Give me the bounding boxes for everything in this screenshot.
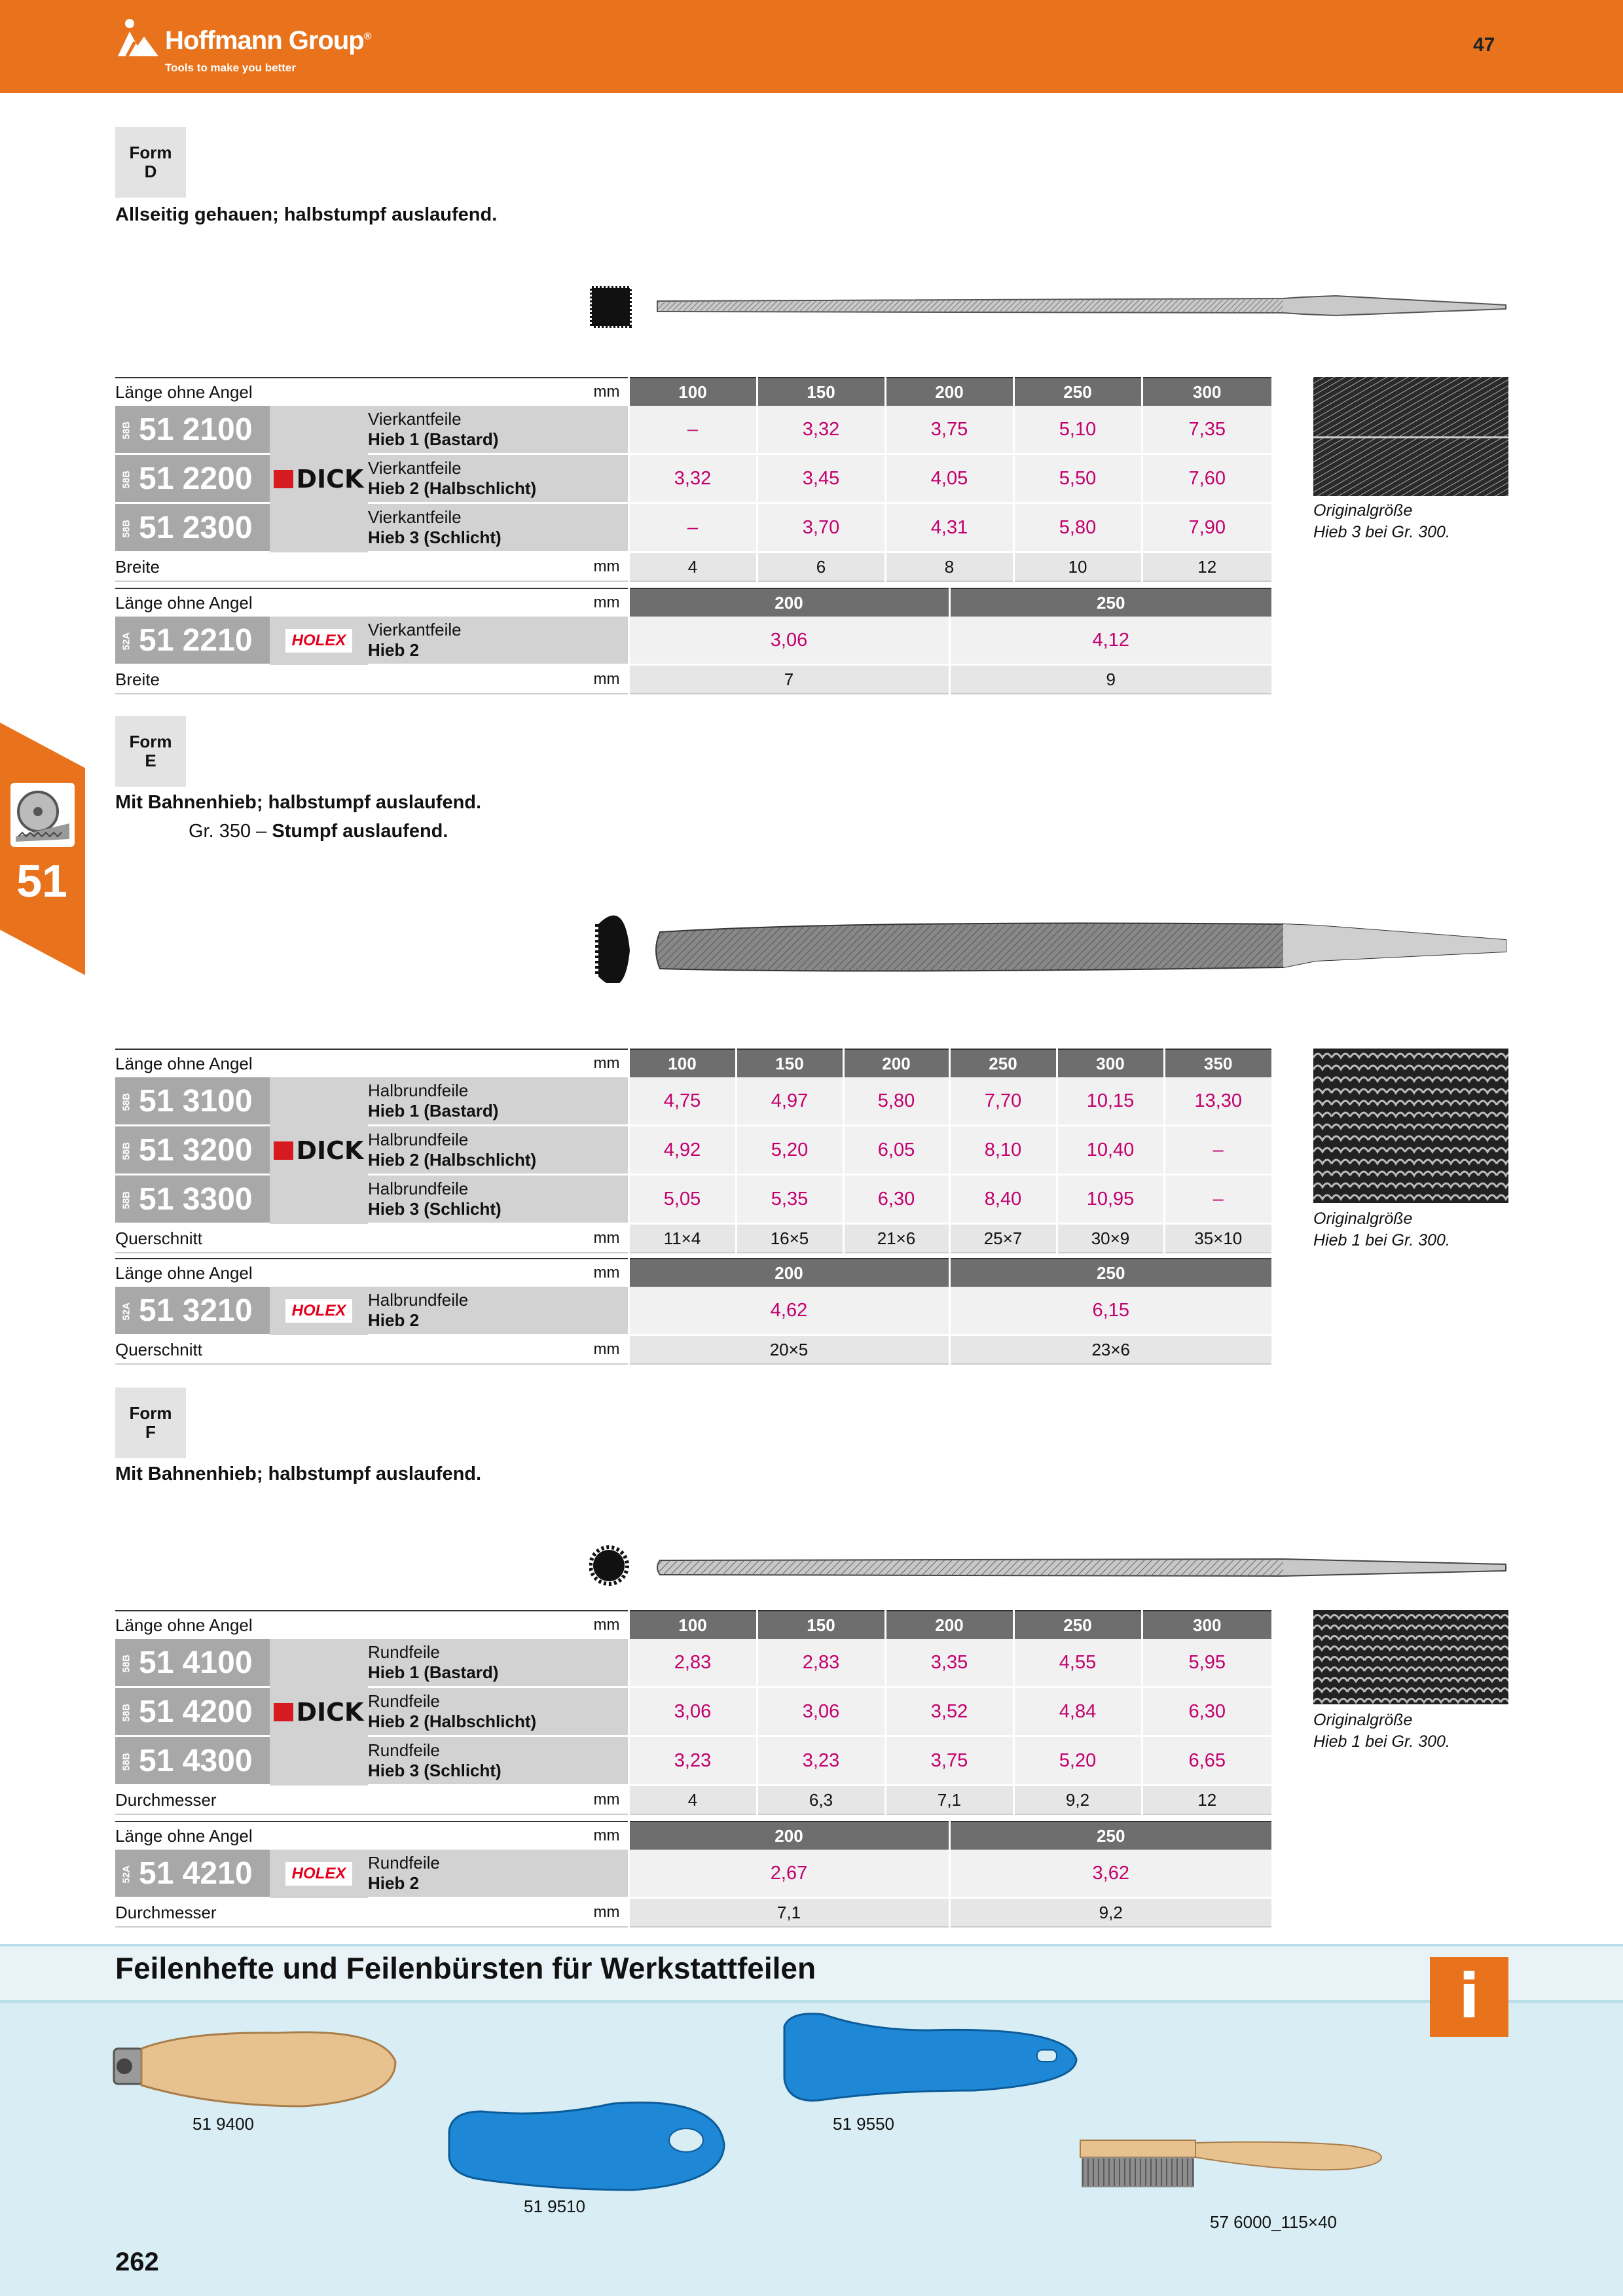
product-label: 51 9400	[192, 2114, 254, 2134]
price-cell[interactable]: 7,35	[1142, 406, 1271, 454]
size-header: 100	[629, 378, 757, 406]
dimension-cell: 16×5	[736, 1224, 843, 1253]
language-code: DEE	[1562, 35, 1573, 56]
price-cell[interactable]: 3,52	[885, 1687, 1013, 1736]
dimension-cell: 11×4	[629, 1224, 736, 1253]
dimension-cell: 20×5	[629, 1335, 949, 1365]
dimension-cell: 7,1	[629, 1898, 949, 1928]
price-cell[interactable]: 6,30	[843, 1175, 949, 1224]
dimension-cell: 25×7	[949, 1224, 1057, 1253]
dimension-cell: 21×6	[843, 1224, 949, 1253]
dimension-cell: 9,2	[949, 1898, 1271, 1928]
form-e-dick-table	[115, 1049, 1271, 1253]
price-cell[interactable]: 4,62	[629, 1287, 949, 1335]
article-number[interactable]: 58B 51 3200	[115, 1126, 270, 1175]
product-name: Vierkantfeile Hieb 3 (Schlicht)	[368, 503, 629, 552]
price-cell[interactable]: 4,31	[885, 503, 1013, 552]
article-number[interactable]: 52A 51 2210	[115, 617, 270, 665]
price-cell[interactable]: 5,80	[1013, 503, 1142, 552]
size-header: 300	[1057, 1049, 1164, 1077]
form-d-holex-table	[115, 588, 1271, 694]
blue-file-handle-image[interactable]	[443, 2092, 731, 2203]
price-cell[interactable]: 5,50	[1013, 454, 1142, 503]
price-cell[interactable]: 5,80	[843, 1077, 949, 1126]
length-label: Länge ohne Angel	[115, 1611, 368, 1639]
price-cell[interactable]: 3,75	[885, 406, 1013, 454]
square-file-illustration	[589, 283, 1512, 334]
length-label: Länge ohne Angel	[115, 1259, 368, 1287]
file-brush-image[interactable]	[1074, 2134, 1388, 2206]
diameter-label: Durchmesser	[115, 1785, 368, 1815]
chapter-number: 51	[16, 855, 67, 906]
form-e-note: Gr. 350 – Stumpf auslaufend.	[189, 821, 448, 842]
size-header: 350	[1164, 1049, 1271, 1077]
size-header: 300	[1142, 378, 1271, 406]
price-cell[interactable]: 5,20	[1013, 1736, 1142, 1785]
round-file-illustration	[589, 1545, 1512, 1590]
unit-label: mm	[368, 588, 629, 617]
price-cell[interactable]: 4,12	[949, 617, 1271, 665]
catalog-page-number: 47	[1473, 34, 1495, 56]
unit-label: mm	[368, 1785, 629, 1815]
length-label: Länge ohne Angel	[115, 1049, 368, 1077]
dimension-cell: 30×9	[1057, 1224, 1164, 1253]
product-name: Rundfeile Hieb 2	[368, 1850, 629, 1898]
unit-label: mm	[368, 552, 629, 582]
table-row	[115, 1639, 1271, 1687]
dimension-cell: 9	[949, 665, 1271, 694]
price-cell[interactable]: 3,32	[629, 454, 757, 503]
price-cell[interactable]: 10,40	[1057, 1126, 1164, 1175]
page-number: 262	[115, 2248, 159, 2276]
form-f-holex-table	[115, 1821, 1271, 1928]
size-header: 250	[949, 588, 1271, 617]
dimension-cell: 6,3	[757, 1785, 885, 1815]
length-label: Länge ohne Angel	[115, 378, 368, 406]
price-cell[interactable]: 3,75	[885, 1736, 1013, 1785]
product-name: Rundfeile Hieb 2 (Halbschlicht)	[368, 1687, 629, 1736]
product-name: Halbrundfeile Hieb 1 (Bastard)	[368, 1077, 629, 1126]
unit-label: mm	[368, 1898, 629, 1928]
cut-pattern-swatch-icon	[1313, 1610, 1508, 1704]
article-number[interactable]: 58B 51 3300	[115, 1175, 270, 1224]
price-cell[interactable]: 3,45	[757, 454, 885, 503]
brand-name: Hoffmann Group®	[165, 26, 371, 55]
unit-label: mm	[368, 1611, 629, 1639]
unit-label: mm	[368, 1821, 629, 1850]
accessories-title: Feilenhefte und Feilenbürsten für Werkstattfeilen	[115, 1951, 816, 1985]
price-cell[interactable]: 6,05	[843, 1126, 949, 1175]
table-row	[115, 406, 1271, 454]
width-label: Breite	[115, 665, 368, 694]
length-label: Länge ohne Angel	[115, 1821, 368, 1850]
size-header: 250	[949, 1259, 1271, 1287]
product-label: 57 6000_115×40	[1210, 2212, 1337, 2232]
form-f-badge: Form F	[115, 1388, 186, 1458]
form-e-holex-table	[115, 1258, 1271, 1365]
price-cell[interactable]: 3,23	[629, 1736, 757, 1785]
cut-pattern-swatch-icon	[1313, 377, 1508, 496]
length-label: Länge ohne Angel	[115, 588, 368, 617]
dimension-cell: 4	[629, 552, 757, 582]
price-cell[interactable]: 2,83	[629, 1639, 757, 1687]
price-cell[interactable]: 3,32	[757, 406, 885, 454]
info-icon[interactable]: i	[1430, 1957, 1508, 2037]
price-cell[interactable]: 4,84	[1013, 1687, 1142, 1736]
price-cell[interactable]: 4,75	[629, 1077, 736, 1126]
price-cell[interactable]: 5,35	[736, 1175, 843, 1224]
unit-label: mm	[368, 378, 629, 406]
article-number[interactable]: 58B 51 3100	[115, 1077, 270, 1126]
size-header: 100	[629, 1611, 757, 1639]
product-label: 51 9510	[524, 2197, 585, 2216]
price-cell[interactable]: 6,15	[949, 1287, 1271, 1335]
unit-label: mm	[368, 1049, 629, 1077]
half-round-file-illustration	[589, 911, 1512, 983]
size-header: 200	[885, 378, 1013, 406]
product-name: Vierkantfeile Hieb 1 (Bastard)	[368, 406, 629, 454]
price-cell[interactable]: 3,06	[629, 1687, 757, 1736]
form-d-description: Allseitig gehauen; halbstumpf auslaufend.	[115, 204, 498, 225]
price-cell[interactable]: 3,70	[757, 503, 885, 552]
form-d-dick-table	[115, 377, 1271, 582]
price-cell[interactable]: 8,40	[949, 1175, 1057, 1224]
cross-section-label: Querschnitt	[115, 1224, 368, 1253]
price-cell[interactable]: 4,92	[629, 1126, 736, 1175]
price-cell[interactable]: –	[629, 406, 757, 454]
price-cell[interactable]: 7,70	[949, 1077, 1057, 1126]
price-cell[interactable]: 3,35	[885, 1639, 1013, 1687]
dimension-cell: 4	[629, 1785, 757, 1815]
dick-brand-logo: DICK	[270, 1639, 368, 1785]
unit-label: mm	[368, 1259, 629, 1287]
price-cell[interactable]: 2,67	[629, 1850, 949, 1898]
form-f-dick-table	[115, 1610, 1271, 1815]
diameter-label: Durchmesser	[115, 1898, 368, 1928]
dimension-cell: 12	[1142, 552, 1271, 582]
unit-label: mm	[368, 1224, 629, 1253]
size-header: 250	[1013, 378, 1142, 406]
size-header: 200	[629, 1259, 949, 1287]
article-number[interactable]: 52A 51 3210	[115, 1287, 270, 1335]
size-header: 150	[736, 1049, 843, 1077]
price-cell[interactable]: 4,05	[885, 454, 1013, 503]
price-cell[interactable]: 5,10	[1013, 406, 1142, 454]
price-cell[interactable]: 3,06	[757, 1687, 885, 1736]
price-cell[interactable]: 3,23	[757, 1736, 885, 1785]
swatch-caption: Originalgröße Hieb 3 bei Gr. 300.	[1313, 501, 1450, 541]
price-cell[interactable]: 8,10	[949, 1126, 1057, 1175]
form-d-badge: Form D	[115, 127, 186, 198]
table-row	[115, 617, 1271, 665]
size-header: 300	[1142, 1611, 1271, 1639]
form-f-description: Mit Bahnenhieb; halbstumpf auslaufend.	[115, 1463, 482, 1484]
product-label: 51 9550	[833, 2114, 894, 2134]
size-header: 250	[1013, 1611, 1142, 1639]
dick-brand-logo: DICK	[270, 406, 368, 552]
size-header: 200	[843, 1049, 949, 1077]
article-number[interactable]: 58B 51 4100	[115, 1639, 270, 1687]
product-name: Halbrundfeile Hieb 2 (Halbschlicht)	[368, 1126, 629, 1175]
price-cell[interactable]: 3,62	[949, 1850, 1271, 1898]
dimension-cell: 12	[1142, 1785, 1271, 1815]
dimension-cell: 10	[1013, 552, 1142, 582]
price-cell[interactable]: 5,95	[1142, 1639, 1271, 1687]
width-label: Breite	[115, 552, 368, 582]
product-name: Vierkantfeile Hieb 2	[368, 617, 629, 665]
product-name: Vierkantfeile Hieb 2 (Halbschlicht)	[368, 454, 629, 503]
brand-tagline: Tools to make you better	[165, 62, 296, 74]
holex-brand-logo: HOLEX	[270, 1287, 368, 1335]
article-number[interactable]: 58B 51 2300	[115, 503, 270, 552]
size-header: 200	[629, 588, 949, 617]
dimension-cell: 9,2	[1013, 1785, 1142, 1815]
product-name: Rundfeile Hieb 1 (Bastard)	[368, 1639, 629, 1687]
size-header: 100	[629, 1049, 736, 1077]
form-e-badge: Form E	[115, 716, 186, 787]
dimension-cell: 23×6	[949, 1335, 1271, 1365]
price-cell[interactable]: 5,05	[629, 1175, 736, 1224]
product-name: Halbrundfeile Hieb 3 (Schlicht)	[368, 1175, 629, 1224]
product-name: Rundfeile Hieb 3 (Schlicht)	[368, 1736, 629, 1785]
price-cell[interactable]: 5,20	[736, 1126, 843, 1175]
price-cell[interactable]: 7,90	[1142, 503, 1271, 552]
dimension-cell: 7,1	[885, 1785, 1013, 1815]
price-cell[interactable]: 13,30	[1164, 1077, 1271, 1126]
size-header: 150	[757, 1611, 885, 1639]
blue-file-handle-image[interactable]	[778, 2007, 1083, 2111]
dimension-cell: 6	[757, 552, 885, 582]
unit-label: mm	[368, 1335, 629, 1365]
price-cell[interactable]: 6,30	[1142, 1687, 1271, 1736]
price-cell[interactable]: 10,15	[1057, 1077, 1164, 1126]
size-header: 200	[885, 1611, 1013, 1639]
holex-brand-logo: HOLEX	[270, 617, 368, 665]
form-e-description: Mit Bahnenhieb; halbstumpf auslaufend.	[115, 792, 482, 813]
article-number[interactable]: 58B 51 4300	[115, 1736, 270, 1785]
price-cell[interactable]: –	[629, 503, 757, 552]
price-cell[interactable]: –	[1164, 1175, 1271, 1224]
dimension-cell: 7	[629, 665, 949, 694]
size-header: 250	[949, 1821, 1271, 1850]
price-cell[interactable]: 4,97	[736, 1077, 843, 1126]
price-cell[interactable]: 10,95	[1057, 1175, 1164, 1224]
dimension-cell: 35×10	[1164, 1224, 1271, 1253]
unit-label: mm	[368, 665, 629, 694]
price-cell[interactable]: 2,83	[757, 1639, 885, 1687]
wooden-file-handle-image[interactable]	[107, 2022, 409, 2114]
article-number[interactable]: 58B 51 2200	[115, 454, 270, 503]
table-row	[115, 1850, 1271, 1898]
hoffmann-logo-icon	[115, 17, 161, 60]
cross-section-label: Querschnitt	[115, 1335, 368, 1365]
dimension-cell: 8	[885, 552, 1013, 582]
table-row	[115, 1077, 1271, 1126]
dick-brand-logo: DICK	[270, 1077, 368, 1224]
size-header: 150	[757, 378, 885, 406]
article-number[interactable]: 52A 51 4210	[115, 1850, 270, 1898]
article-number[interactable]: 58B 51 2100	[115, 406, 270, 454]
price-cell[interactable]: 3,06	[629, 617, 949, 665]
chapter-side-tab[interactable]	[0, 723, 85, 975]
table-row	[115, 1287, 1271, 1335]
size-header: 200	[629, 1821, 949, 1850]
cut-pattern-swatch-icon	[1313, 1049, 1508, 1203]
article-number[interactable]: 58B 51 4200	[115, 1687, 270, 1736]
price-cell[interactable]: 7,60	[1142, 454, 1271, 503]
swatch-caption: Originalgröße Hieb 1 bei Gr. 300.	[1313, 1210, 1450, 1249]
product-name: Halbrundfeile Hieb 2	[368, 1287, 629, 1335]
cutting-disc-saw-icon	[10, 783, 75, 847]
price-cell[interactable]: 4,55	[1013, 1639, 1142, 1687]
price-cell[interactable]: 6,65	[1142, 1736, 1271, 1785]
size-header: 250	[949, 1049, 1057, 1077]
price-cell[interactable]: –	[1164, 1126, 1271, 1175]
holex-brand-logo: HOLEX	[270, 1850, 368, 1898]
swatch-caption: Originalgröße Hieb 1 bei Gr. 300.	[1313, 1711, 1450, 1751]
